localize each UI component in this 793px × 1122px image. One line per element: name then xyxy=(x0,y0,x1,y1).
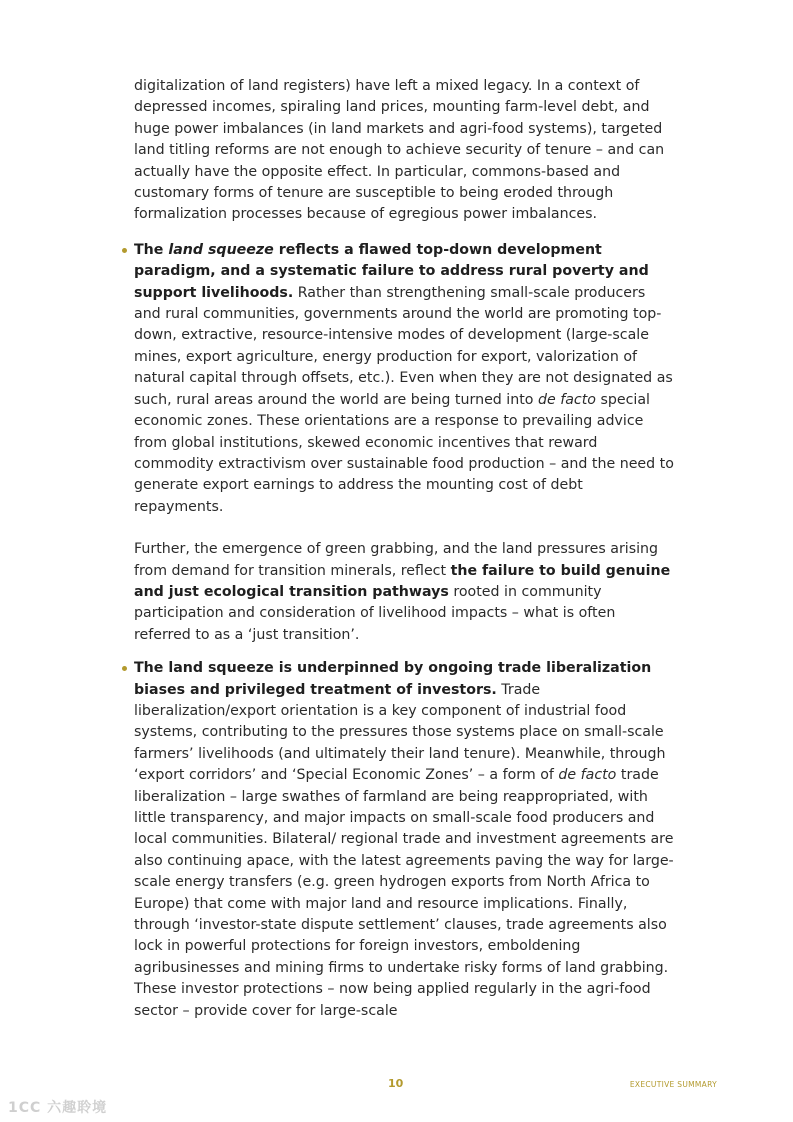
bullet-item-trade-liberalization xyxy=(134,658,674,1022)
watermark-logo: 1CC 六趣聆境 xyxy=(8,1100,108,1116)
italic-term: de facto xyxy=(558,767,617,784)
bullet-dot-icon xyxy=(122,666,127,671)
bullet-dot-icon xyxy=(122,248,127,253)
bullet-paragraph: The land squeeze is underpinned by ongoing trade liberalization biases and privileged treatment of investors. Trade liberalization/export orientation is a key component of industrial food systems, contributing to the pressures those systems place on small-scale farmers’ livelihoods (and ultimately their land tenure). Meanwhile, through ‘export corridors’ and ‘Special Economic Zones’ – a form of de facto trade liberalization – large swathes of farmland are being reappropriated, with little transparency, and major impacts on small-scale food producers and local communities. Bilateral/ regional trade and investment agreements are also continuing apace, with the latest agreements paving the way for large-scale energy transfers (e.g. green hydrogen exports from North Africa to Europe) that come with major land and resource implications. Finally, through ‘investor-state dispute settlement’ clauses, trade agreements also lock in powerful protections for foreign investors, emboldening agribusinesses and mining firms to undertake risky forms of land grabbing. These investor protections – now being applied regularly in the agri-food sector – provide cover for large-scale xyxy=(134,660,674,1019)
bullet-heading: The land squeeze is underpinned by ongoing trade liberalization biases and privileged treatment of investors. xyxy=(134,660,652,698)
bullet-item-development-paradigm xyxy=(134,240,674,646)
italic-term: de facto xyxy=(538,391,596,408)
emphasis-text: the failure to build genuine and just ecological transition pathways xyxy=(134,562,671,600)
section-label: EXECUTIVE SUMMARY xyxy=(629,1080,717,1089)
document-body xyxy=(134,76,674,1034)
italic-term: land squeeze xyxy=(168,241,274,258)
intro-paragraph: digitalization of land registers) have left a mixed legacy. In a context of depressed incomes, spiraling land prices, mounting farm-level debt, and huge power imbalances (in land markets and agri-food systems), targeted land titling reforms are not enough to achieve security of tenure – and can actually have the opposite effect. In particular, commons-based and customary forms of tenure are susceptible to being eroded through formalization processes because of egregious power imbalances. xyxy=(134,78,665,223)
bullet-paragraph-continued: Further, the emergence of green grabbing, and the land pressures arising from demand for transition minerals, reflect the failure to build genuine and just ecological transition pathways rooted in community participation and consideration of livelihood impacts – what is often referred to as a ‘just transition’. xyxy=(134,541,671,643)
page-number: 10 xyxy=(388,1077,404,1090)
bullet-heading: The land squeeze reflects a flawed top-down development paradigm, and a systematic failure to address rural poverty and support livelihoods. xyxy=(134,241,649,301)
bullet-paragraph: The land squeeze reflects a flawed top-down development paradigm, and a systematic failure to address rural poverty and support livelihoods. Rather than strengthening small-scale producers and rural communities, governments around the world are promoting top-down, extractive, resource-intensive modes of development (large-scale mines, export agriculture, energy production for export, valorization of natural capital through offsets, etc.). Even when they are not designated as such, rural areas around the world are being turned into de facto special economic zones. These orientations are a response to prevailing advice from global institutions, skewed economic incentives that reward commodity extractivism over sustainable food production – and the need to generate export earnings to address the mounting cost of debt repayments. xyxy=(134,241,674,515)
